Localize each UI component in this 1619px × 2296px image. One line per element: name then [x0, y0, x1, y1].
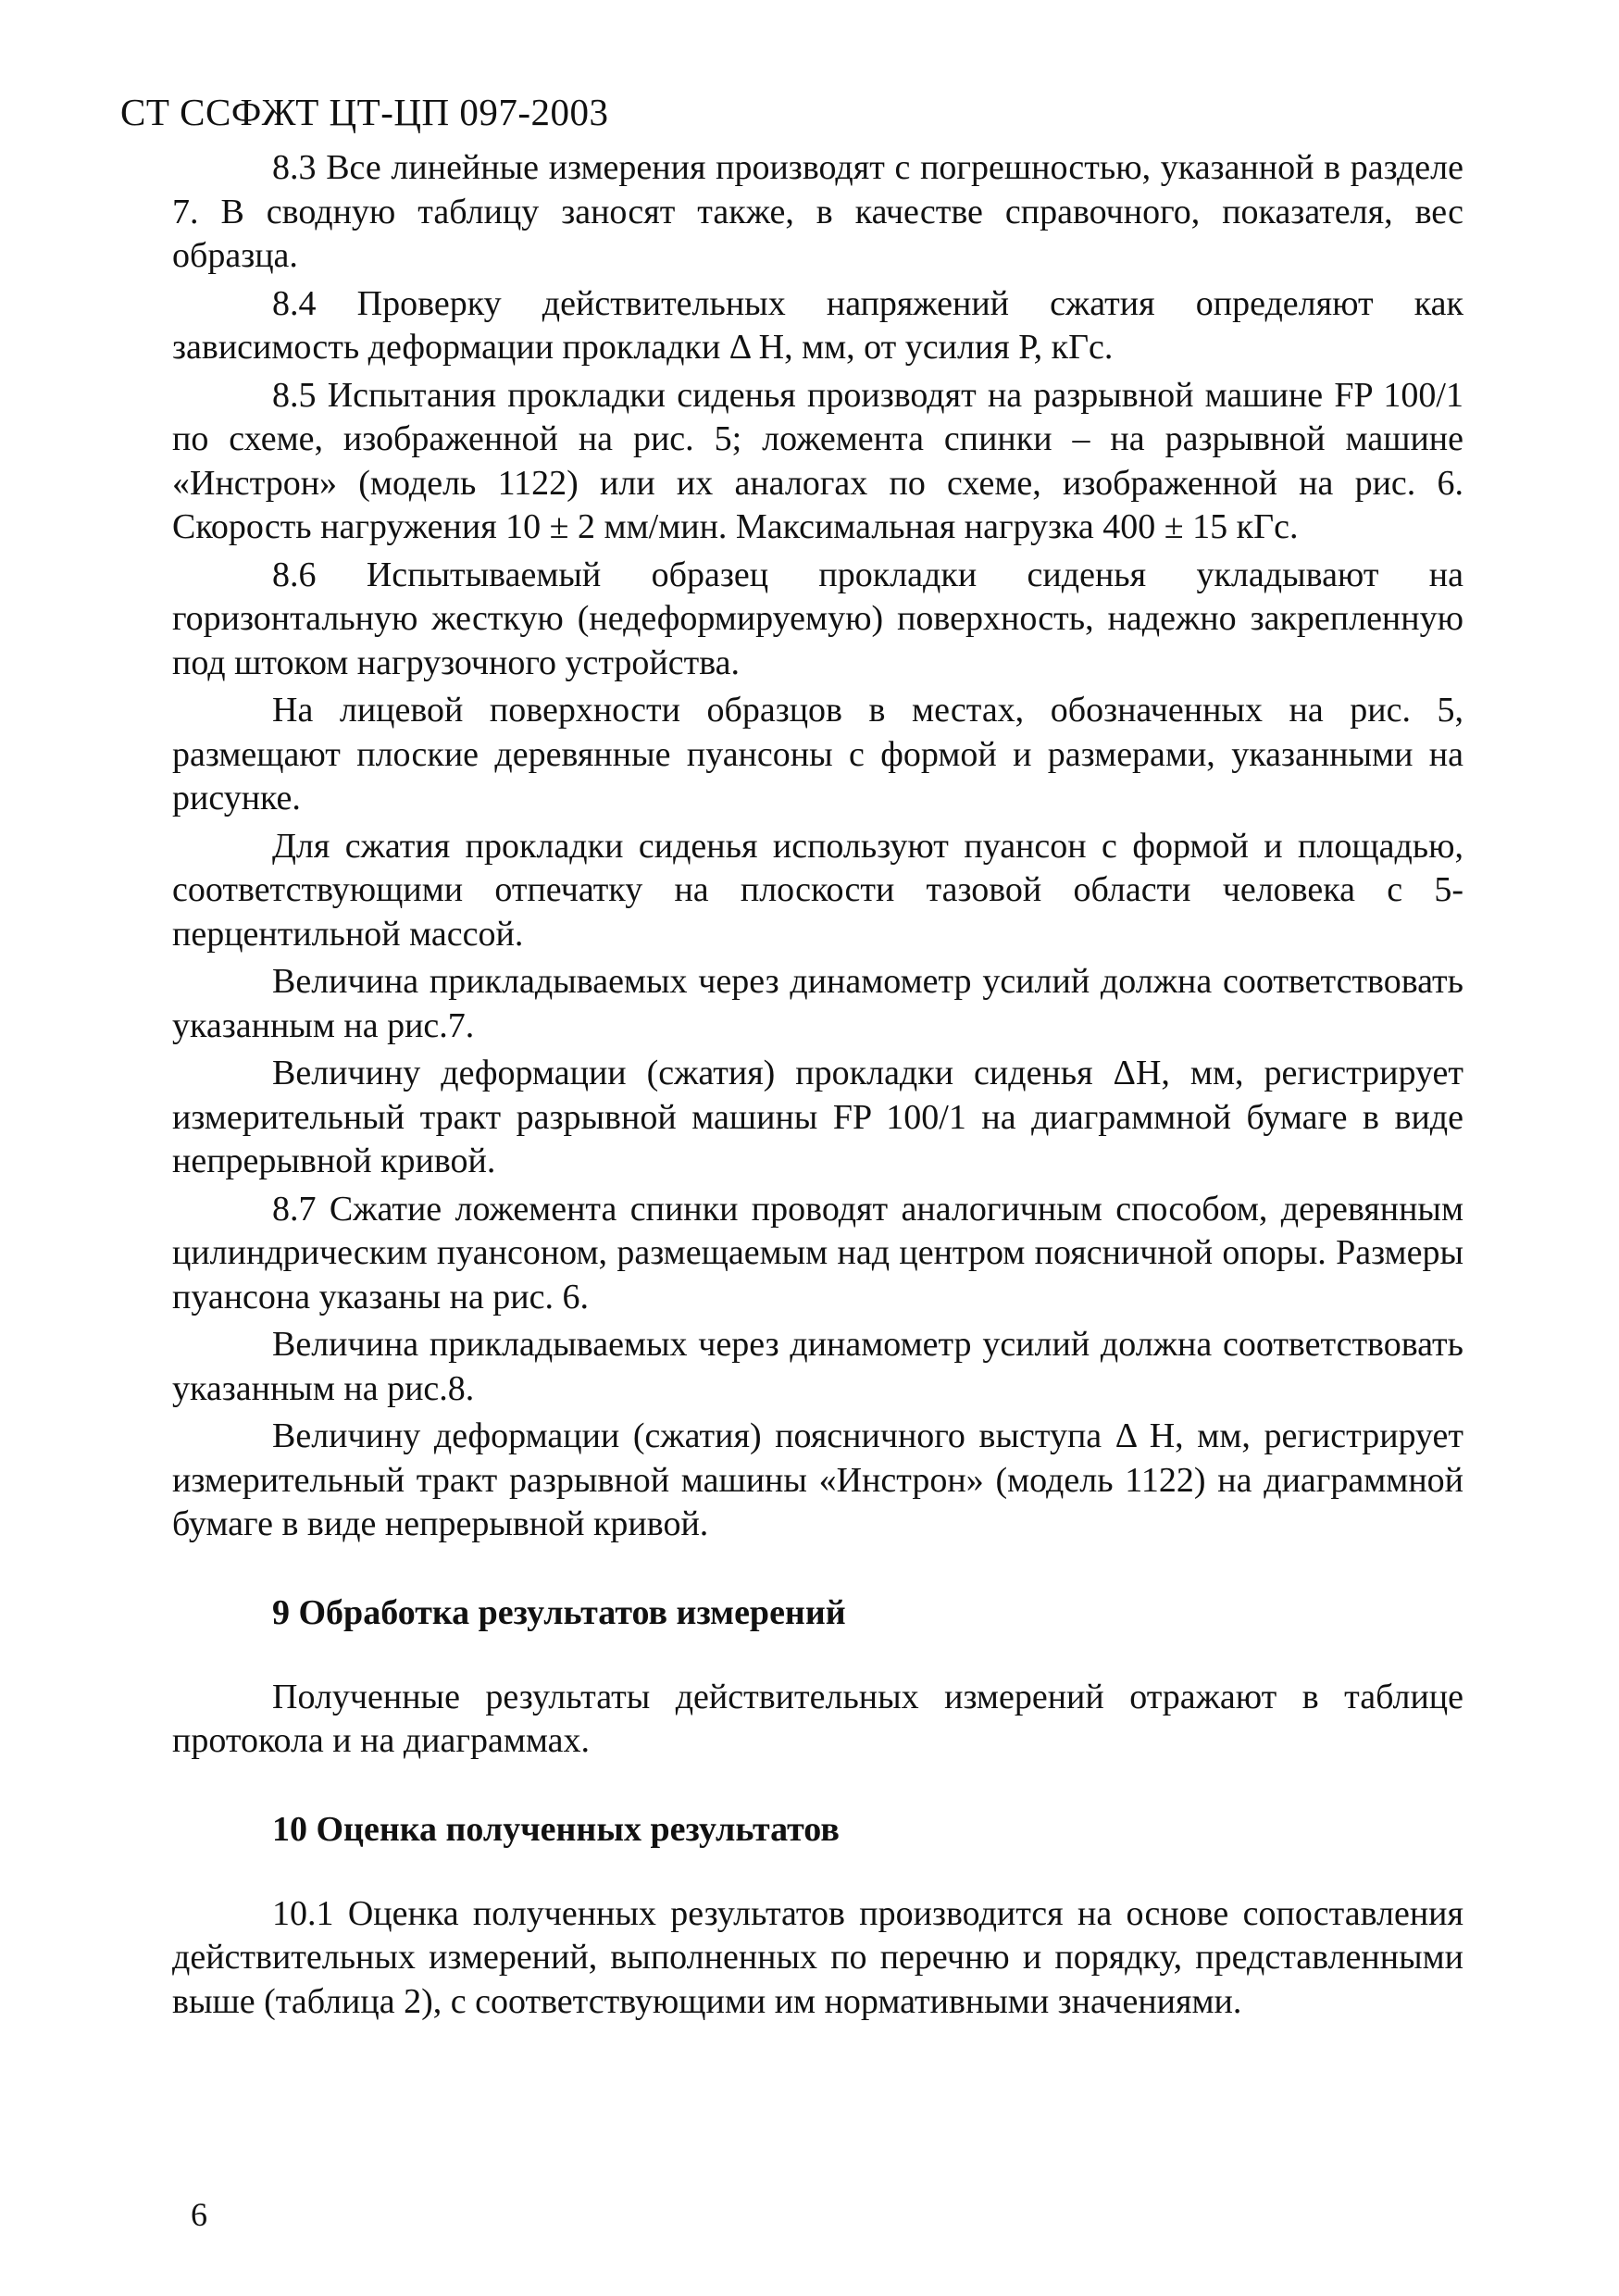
- page-number: 6: [191, 2196, 207, 2233]
- section-10-1-text: 10.1 Оценка полученных результатов производится на основе сопоставления действительных измерений, выполненных по перечню и порядку, представленными выше (таблица 2), с соответствующими им нормативными значениями.: [172, 1893, 1463, 2021]
- paragraph-8-6-deformation: Величину деформации (сжатия) прокладки сиденья ΔН, мм, регистрирует измерительный тракт разрывной машины FP 100/1 на диаграммной бумаге в виде непрерывной кривой.: [172, 1054, 1463, 1180]
- paragraph-8-7-deformation: Величину деформации (сжатия) поясничного выступа Δ Н, мм, регистрирует измерительный тракт разрывной машины «Инстрон» (модель 1122) на диаграммной бумаге в виде непрерывной кривой.: [172, 1416, 1463, 1543]
- paragraph-8-7: 8.7 Сжатие ложемента спинки проводят аналогичным способом, деревянным цилиндрическим пуансоном, размещаемым над центром поясничной опоры. Размеры пуансона указаны на рис. 6.: [172, 1189, 1463, 1316]
- section-10-heading: 10 Оценка полученных результатов: [272, 1809, 840, 1849]
- section-9-heading: 9 Обработка результатов измерений: [272, 1592, 846, 1632]
- paragraph-8-7-force: Величина прикладываемых через динамометр усилий должна соответствовать указанным на рис.8.: [172, 1325, 1463, 1408]
- document-body: [172, 146, 1463, 2024]
- paragraph-8-6: 8.6 Испытываемый образец прокладки сиденья укладывают на горизонтальную жесткую (недеформируемую) поверхность, надежно закрепленную под штоком нагрузочного устройства.: [172, 555, 1463, 682]
- paragraph-8-6-force: Величина прикладываемых через динамометр усилий должна соответствовать указанным на рис.7.: [172, 962, 1463, 1045]
- paragraph-8-5: 8.5 Испытания прокладки сиденья производят на разрывной машине FP 100/1 по схеме, изображенной на рис. 5; ложемента спинки – на разрывной машине «Инстрон» (модель 1122) или их аналогах по схеме, изображенной на рис. 6. Скорость нагружения 10 ± 2 мм/мин. Максимальная нагрузка 400 ± 15 кГс.: [172, 375, 1463, 546]
- document-code-header: СТ ССФЖТ ЦТ-ЦП 097-2003: [120, 91, 609, 133]
- paragraph-8-6-punch-placement: На лицевой поверхности образцов в местах, обозначенных на рис. 5, размещают плоские деревянные пуансоны с формой и размерами, указанными на рисунке.: [172, 691, 1463, 817]
- section-9-text: Полученные результаты действительных измерений отражают в таблице протокола и на диаграммах.: [172, 1677, 1463, 1760]
- paragraph-8-6-punch-shape: Для сжатия прокладки сиденья используют пуансон с формой и площадью, соответствующими отпечатку на плоскости тазовой области человека с 5-перцентильной массой.: [172, 826, 1463, 954]
- paragraph-8-3: 8.3 Все линейные измерения производят с погрешностью, указанной в разделе 7. В сводную таблицу заносят также, в качестве справочного, показателя, вес образца.: [172, 148, 1463, 275]
- paragraph-8-4: 8.4 Проверку действительных напряжений сжатия определяют как зависимость деформации прокладки Δ Н, мм, от усилия Р, кГс.: [172, 283, 1463, 367]
